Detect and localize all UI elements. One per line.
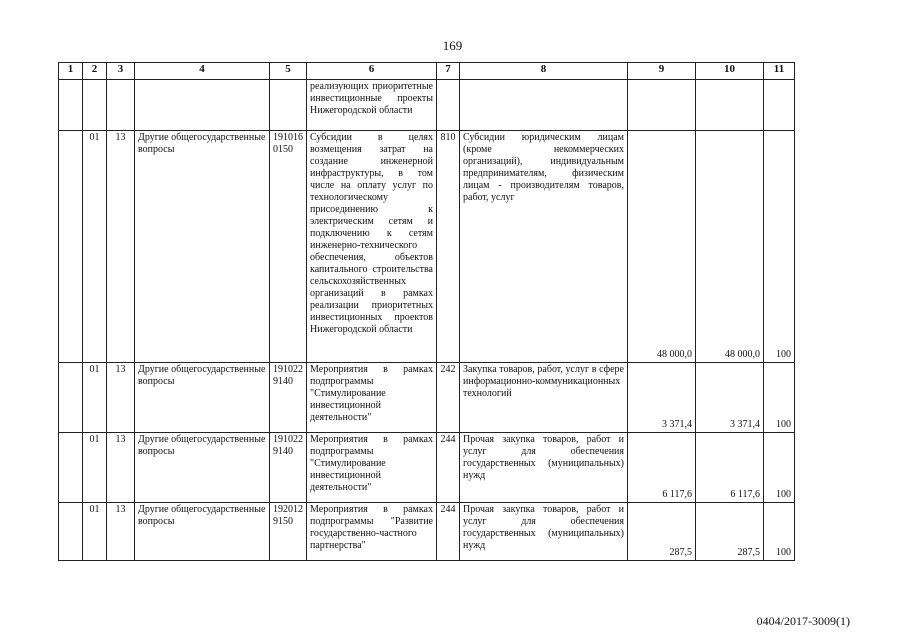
row-number-cell bbox=[59, 503, 83, 561]
execution-percent-cell bbox=[764, 80, 795, 131]
table-row bbox=[59, 363, 795, 433]
section-name-cell: Другие общегосударственные вопросы bbox=[135, 363, 270, 433]
table-header-row bbox=[59, 63, 795, 80]
planned-amount-cell bbox=[628, 80, 696, 131]
column-header: 3 bbox=[107, 63, 135, 80]
column-header: 1 bbox=[59, 63, 83, 80]
row-number-cell bbox=[59, 80, 83, 131]
expense-type-cell bbox=[437, 80, 460, 131]
target-article-cell bbox=[270, 80, 307, 131]
planned-amount-cell: 6 117,6 bbox=[628, 433, 696, 503]
subsection-code-cell bbox=[107, 80, 135, 131]
document-code: 0404/2017-3009(1) bbox=[756, 614, 850, 628]
row-number-cell bbox=[59, 363, 83, 433]
target-article-name-cell: Мероприятия в рамках подпрограммы "Стимулирование инвестиционной деятельности" bbox=[307, 363, 437, 433]
table-row bbox=[59, 80, 795, 131]
target-article-name-cell: Субсидии в целях возмещения затрат на создание инженерной инфраструктуры, в том числе на оплату услуг по технологическому присоединению к электрическим сетям и подключению к сетям инженерно-технического обеспечения, объектов капитального строительства сельскохозяйственных организаций в рамках реализации приоритетных инвестиционных проектов Нижегородской области bbox=[307, 131, 437, 363]
section-code-cell: 01 bbox=[83, 363, 107, 433]
expense-type-cell: 244 bbox=[437, 503, 460, 561]
executed-amount-cell: 287,5 bbox=[696, 503, 764, 561]
expense-type-cell: 244 bbox=[437, 433, 460, 503]
column-header: 8 bbox=[460, 63, 628, 80]
execution-percent-cell: 100 bbox=[764, 433, 795, 503]
execution-percent-cell: 100 bbox=[764, 131, 795, 363]
planned-amount-cell: 48 000,0 bbox=[628, 131, 696, 363]
execution-percent-cell: 100 bbox=[764, 503, 795, 561]
section-code-cell: 01 bbox=[83, 131, 107, 363]
target-article-name-cell: реализующих приоритетные инвестиционные проекты Нижегородской области bbox=[307, 80, 437, 131]
target-article-cell: 191016 0150 bbox=[270, 131, 307, 363]
planned-amount-cell: 287,5 bbox=[628, 503, 696, 561]
subsection-code-cell: 13 bbox=[107, 503, 135, 561]
section-code-cell: 01 bbox=[83, 503, 107, 561]
section-code-cell: 01 bbox=[83, 433, 107, 503]
executed-amount-cell: 48 000,0 bbox=[696, 131, 764, 363]
target-article-cell: 191022 9140 bbox=[270, 433, 307, 503]
expense-type-name-cell: Закупка товаров, работ, услуг в сфере информационно-коммуникационных технологий bbox=[460, 363, 628, 433]
executed-amount-cell: 3 371,4 bbox=[696, 363, 764, 433]
column-header: 10 bbox=[696, 63, 764, 80]
expense-type-name-cell: Субсидии юридическим лицам (кроме некоммерческих организаций), индивидуальным предпринимателям, физическим лицам - производителям товаров, работ, услуг bbox=[460, 131, 628, 363]
subsection-code-cell: 13 bbox=[107, 363, 135, 433]
target-article-cell: 192012 9150 bbox=[270, 503, 307, 561]
subsection-code-cell: 13 bbox=[107, 131, 135, 363]
column-header: 9 bbox=[628, 63, 696, 80]
expense-type-name-cell: Прочая закупка товаров, работ и услуг для обеспечения государственных (муниципальных) нужд bbox=[460, 503, 628, 561]
expense-type-name-cell: Прочая закупка товаров, работ и услуг для обеспечения государственных (муниципальных) нужд bbox=[460, 433, 628, 503]
column-header: 6 bbox=[307, 63, 437, 80]
page-number: 169 bbox=[442, 38, 463, 53]
target-article-name-cell: Мероприятия в рамках подпрограммы "Развитие государственно-частного партнерства" bbox=[307, 503, 437, 561]
column-header: 7 bbox=[437, 63, 460, 80]
column-header: 2 bbox=[83, 63, 107, 80]
column-header: 11 bbox=[764, 63, 795, 80]
expense-type-name-cell bbox=[460, 80, 628, 131]
subsection-code-cell: 13 bbox=[107, 433, 135, 503]
execution-percent-cell: 100 bbox=[764, 363, 795, 433]
table-row bbox=[59, 131, 795, 363]
column-header: 5 bbox=[270, 63, 307, 80]
section-name-cell: Другие общегосударственные вопросы bbox=[135, 131, 270, 363]
executed-amount-cell: 6 117,6 bbox=[696, 433, 764, 503]
row-number-cell bbox=[59, 433, 83, 503]
table-row bbox=[59, 433, 795, 503]
section-code-cell bbox=[83, 80, 107, 131]
section-name-cell bbox=[135, 80, 270, 131]
planned-amount-cell: 3 371,4 bbox=[628, 363, 696, 433]
section-name-cell: Другие общегосударственные вопросы bbox=[135, 503, 270, 561]
expense-type-cell: 810 bbox=[437, 131, 460, 363]
target-article-name-cell: Мероприятия в рамках подпрограммы "Стимулирование инвестиционной деятельности" bbox=[307, 433, 437, 503]
expense-type-cell: 242 bbox=[437, 363, 460, 433]
target-article-cell: 191022 9140 bbox=[270, 363, 307, 433]
column-header: 4 bbox=[135, 63, 270, 80]
table-row bbox=[59, 503, 795, 561]
row-number-cell bbox=[59, 131, 83, 363]
section-name-cell: Другие общегосударственные вопросы bbox=[135, 433, 270, 503]
budget-table bbox=[58, 62, 795, 561]
executed-amount-cell bbox=[696, 80, 764, 131]
